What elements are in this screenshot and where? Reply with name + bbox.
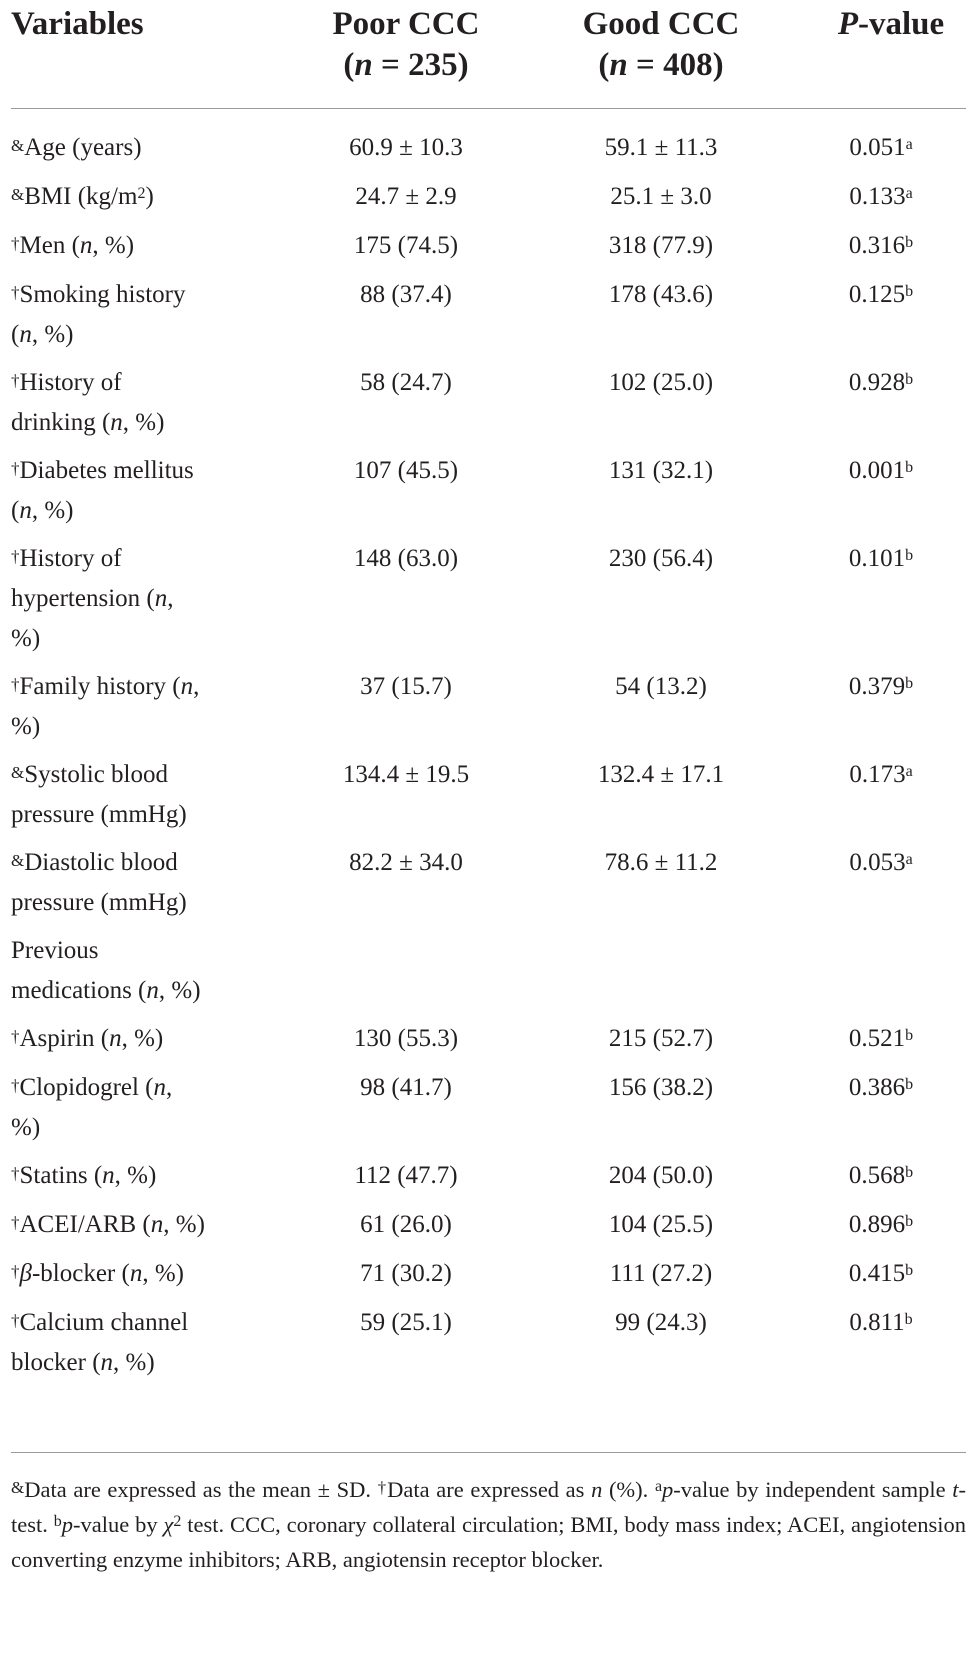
row-p-value: 0.053$^a$ xyxy=(849,849,913,876)
row-label: &Systolic blood pressure (mmHg) xyxy=(11,761,187,828)
row-good-ccc: 204 (50.0) xyxy=(608,1162,714,1189)
row-label: †History of hypertension (n, %) xyxy=(11,545,174,652)
row-poor-ccc: 112 (47.7) xyxy=(354,1162,458,1189)
row-p-value: 0.133$^a$ xyxy=(849,183,913,210)
row-symbol: † xyxy=(11,547,20,566)
row-symbol: & xyxy=(11,136,25,155)
header-good-title: Good CCC xyxy=(582,6,740,42)
row-symbol: † xyxy=(11,1311,20,1330)
row-symbol: † xyxy=(11,1213,20,1232)
header-good-n: (n = 408) xyxy=(598,47,724,83)
row-good-ccc: 25.1 ± 3.0 xyxy=(610,183,712,210)
row-label: &Age (years) xyxy=(11,134,142,161)
row-label: †Clopidogrel (n, %) xyxy=(11,1074,173,1141)
row-label: †Family history (n, %) xyxy=(11,673,200,740)
row-symbol: † xyxy=(11,1027,20,1046)
header-good-ccc xyxy=(536,4,786,86)
row-label: †History of drinking (n, %) xyxy=(11,369,165,436)
row-p-value: 0.001$^b$ xyxy=(848,457,914,484)
row-p-value: 0.568$^b$ xyxy=(848,1162,914,1189)
row-good-ccc: 54 (13.2) xyxy=(615,673,707,700)
table-header xyxy=(11,0,966,108)
footer-divider xyxy=(11,1452,966,1453)
header-variables: Variables xyxy=(11,6,144,42)
data-table xyxy=(11,0,967,1572)
row-poor-ccc: 148 (63.0) xyxy=(353,545,459,572)
row-poor-ccc: 82.2 ± 34.0 xyxy=(349,849,463,876)
row-poor-ccc: 175 (74.5) xyxy=(353,232,459,259)
row-label: †Calcium channel blocker (n, %) xyxy=(11,1309,189,1376)
row-symbol: † xyxy=(11,234,20,253)
row-good-ccc: 230 (56.4) xyxy=(608,545,714,572)
row-p-value: 0.101$^b$ xyxy=(848,545,914,572)
row-symbol: † xyxy=(11,675,20,694)
row-p-value: 0.415$^b$ xyxy=(848,1260,914,1287)
row-symbol: † xyxy=(11,1164,20,1183)
row-good-ccc: 215 (52.7) xyxy=(608,1025,714,1052)
row-symbol: & xyxy=(11,851,25,870)
header-p-value: P-value xyxy=(837,6,945,42)
row-label: †Smoking history (n, %) xyxy=(11,281,186,348)
row-poor-ccc: 134.4 ± 19.5 xyxy=(342,761,470,788)
row-p-value: 0.811$^b$ xyxy=(849,1309,913,1336)
row-symbol: & xyxy=(11,185,25,204)
row-good-ccc: 99 (24.3) xyxy=(615,1309,707,1336)
row-p-value: 0.316$^b$ xyxy=(848,232,914,259)
row-good-ccc: 318 (77.9) xyxy=(608,232,714,259)
row-poor-ccc: 98 (41.7) xyxy=(360,1074,452,1101)
row-label: †ACEI/ARB (n, %) xyxy=(11,1211,205,1238)
row-p-value: 0.386$^b$ xyxy=(848,1074,914,1101)
row-poor-ccc: 37 (15.7) xyxy=(360,673,452,700)
row-poor-ccc: 24.7 ± 2.9 xyxy=(355,183,457,210)
row-p-value: 0.051$^a$ xyxy=(849,134,913,161)
row-p-value: 0.379$^b$ xyxy=(848,673,914,700)
row-poor-ccc: 59 (25.1) xyxy=(360,1309,452,1336)
row-good-ccc: 78.6 ± 11.2 xyxy=(604,849,718,876)
row-label: †Statins (n, %) xyxy=(11,1162,157,1189)
row-poor-ccc: 107 (45.5) xyxy=(353,457,459,484)
row-label: &BMI $(kg/m^2)$ xyxy=(11,183,154,210)
row-symbol: † xyxy=(11,283,20,302)
header-poor-ccc xyxy=(281,4,531,86)
row-label: Previous medications (n, %) xyxy=(11,937,201,1004)
row-good-ccc: 104 (25.5) xyxy=(608,1211,714,1238)
row-label: †Men (n, %) xyxy=(11,232,135,259)
row-label: †Aspirin (n, %) xyxy=(11,1025,164,1052)
row-good-ccc: 102 (25.0) xyxy=(608,369,714,396)
row-symbol: † xyxy=(11,1076,20,1095)
header-divider xyxy=(11,108,966,109)
row-good-ccc: 59.1 ± 11.3 xyxy=(604,134,718,161)
row-label: †β-blocker (n, %) xyxy=(11,1260,184,1287)
row-good-ccc: 178 (43.6) xyxy=(608,281,714,308)
row-p-value: 0.896$^b$ xyxy=(848,1211,914,1238)
row-poor-ccc: 88 (37.4) xyxy=(360,281,452,308)
row-poor-ccc: 130 (55.3) xyxy=(353,1025,459,1052)
row-poor-ccc: 71 (30.2) xyxy=(360,1260,452,1287)
row-good-ccc: 156 (38.2) xyxy=(608,1074,714,1101)
table-footnote: &Data are expressed as the mean ± SD. †Data are expressed as n (%). $^a$p-value by independent sample t-test. $^b$p-value by $\chi^2$ test. CCC, coronary collateral circulation; BMI, body mass index; ACEI, angiotension converting enzyme inhibitors; ARB, angiotensin receptor blocker. xyxy=(11,1477,967,1572)
row-symbol: † xyxy=(11,1262,20,1281)
row-p-value: 0.521$^b$ xyxy=(848,1025,914,1052)
row-p-value: 0.928$^b$ xyxy=(848,369,914,396)
header-poor-title: Poor CCC xyxy=(332,6,480,42)
row-symbol: & xyxy=(11,763,25,782)
row-poor-ccc: 61 (26.0) xyxy=(360,1211,452,1238)
row-poor-ccc: 60.9 ± 10.3 xyxy=(349,134,463,161)
row-good-ccc: 132.4 ± 17.1 xyxy=(597,761,725,788)
row-good-ccc: 111 (27.2) xyxy=(609,1260,713,1287)
row-label: †Diabetes mellitus (n, %) xyxy=(11,457,194,524)
row-poor-ccc: 58 (24.7) xyxy=(360,369,452,396)
row-symbol: † xyxy=(11,459,20,478)
row-label: &Diastolic blood pressure (mmHg) xyxy=(11,849,187,916)
row-good-ccc: 131 (32.1) xyxy=(608,457,714,484)
row-p-value: 0.125$^b$ xyxy=(848,281,914,308)
row-p-value: 0.173$^a$ xyxy=(849,761,913,788)
header-poor-n: (n = 235) xyxy=(343,47,469,83)
row-symbol: † xyxy=(11,371,20,390)
